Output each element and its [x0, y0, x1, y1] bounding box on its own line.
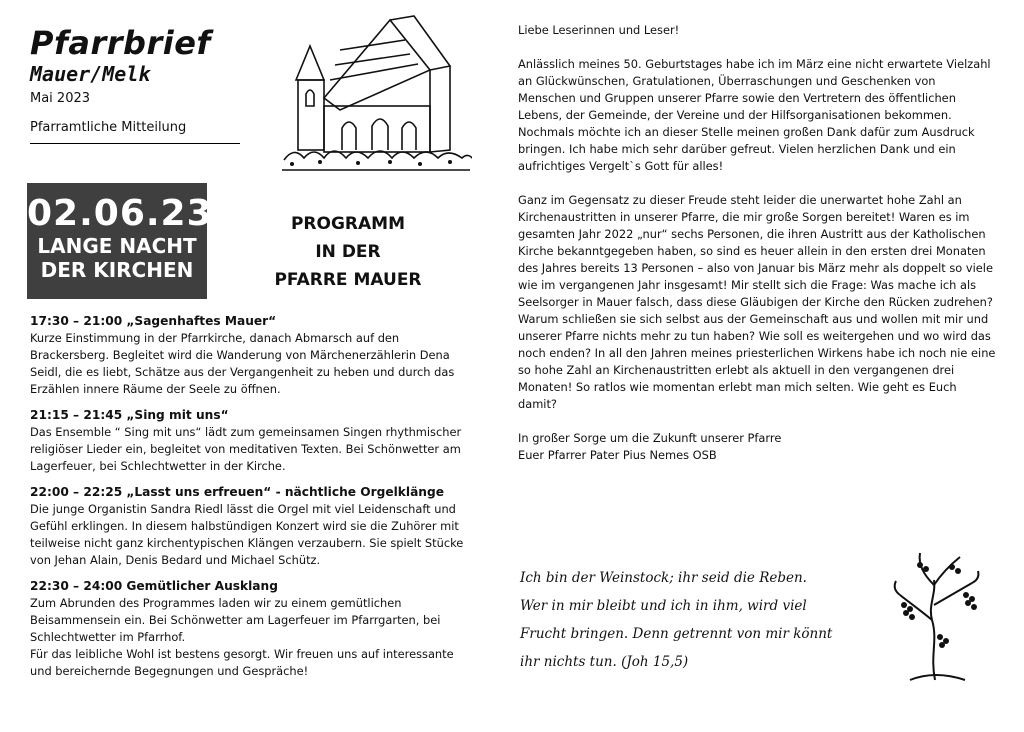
- event-heading: 17:30 – 21:00 „Sagenhaftes Mauer“: [30, 314, 277, 328]
- header-divider: [30, 143, 240, 144]
- program-event: [30, 484, 475, 569]
- church-illustration-icon: [280, 10, 472, 172]
- program-heading-line-1: PROGRAMM: [290, 214, 406, 234]
- event-description: Das Ensemble “ Sing mit uns“ lädt zum gemeinsamen Singen rhythmischer religiöser Lieder ein, begleitet von meditativen Texten. Bei Schönwetter am Lagerfeuer, bei Schlechtwetter in der Kirche.: [30, 425, 462, 473]
- letter-greeting: Liebe Leserinnen und Leser!: [518, 23, 680, 37]
- event-name-line-2: DER KIRCHEN: [40, 258, 194, 282]
- program-events: [30, 313, 475, 689]
- event-heading: 22:30 – 24:00 Gemütlicher Ausklang: [30, 579, 278, 593]
- event-heading: 22:00 – 22:25 „Lasst uns erfreuen“ - nächtliche Orgelklänge: [30, 485, 444, 499]
- vine-tree-icon: [880, 545, 990, 685]
- verse-line: Ich bin der Weinstock; ihr seid die Reben.: [520, 570, 807, 586]
- bulletin-subtitle: Mauer/Melk: [30, 62, 151, 86]
- letter-paragraph-2: Ganz im Gegensatz zu dieser Freude steht leider die unerwartet hohe Zahl an Kirchenaustritten in unserer Pfarre, die mir große Sorgen bereitet! Waren es im gesamten Jahr 2022 „nur“ sechs Personen, die ihren Austritt aus der Katholischen Kirche bekanntgegeben haben, so sind es heuer allein in den ersten drei Monaten des Jahres bereits 13 Personen – also von Januar bis März mehr als doppelt so viele wie im vergangenen Jahr insgesamt! Mir stellt sich die Frage: Was mache ich als Seelsorger in Mauer falsch, dass diese Gläubigen der Kirche den Rücken zudrehen? Warum schließen sie sich selbst aus der Gemeinschaft aus und wollen mit mir und unserer Pfarre nichts mehr zu tun haben? Wie soll es weitergehen und wo wird das noch enden? In all den Jahren meines priesterlichen Wirkens habe ich noch nie eine so hohe Zahl an Kirchenaustritten erlebt als aktuell in den vergangenen drei Monaten! So ratlos wie momentan erlebt man mich selten. Wie geht es Euch damit?: [518, 193, 996, 411]
- program-heading-line-3: PFARRE MAUER: [274, 270, 422, 290]
- verse-line: ihr nichts tun. (Joh 15,5): [520, 654, 689, 670]
- verse-line: Wer in mir bleibt und ich in ihm, wird viel: [520, 598, 807, 614]
- program-heading-line-2: IN DER: [315, 242, 381, 262]
- program-event: [30, 407, 475, 475]
- pastor-letter: [518, 22, 996, 481]
- event-description: Zum Abrunden des Programmes laden wir zu einem gemütlichen Beisammensein ein. Bei Schönwetter am Lagerfeuer im Pfarrgarten, bei Schlechtwetter im Pfarrhof.: [30, 596, 441, 644]
- event-date: 02.06.23: [27, 193, 213, 234]
- event-date-badge: [27, 183, 213, 299]
- event-description-extra: Für das leibliche Wohl ist bestens gesorgt. Wir freuen uns auf interessante und bereichernde Begegnungen und Gespräche!: [30, 647, 454, 678]
- program-event: [30, 313, 475, 398]
- letter-closing: In großer Sorge um die Zukunft unserer Pfarre: [518, 431, 782, 445]
- letter-paragraph-1: Anlässlich meines 50. Geburtstages habe ich im März eine nicht erwartete Vielzahl an Glückwünschen, Gratulationen, Überraschungen und Geschenken von Menschen und Gruppen unserer Pfarre sowie den Vertretern des öffentlichen Lebens, der Gemeinde, der Vereine und der Hilfsorganisationen bekommen. Nochmals möchte ich an dieser Stelle meinen großen Dank dafür zum Ausdruck bringen. Ich habe mich sehr darüber gefreut. Vielen herzlichen Dank und ein aufrichtiges Vergelt`s Gott für alles!: [518, 57, 991, 173]
- program-event: [30, 578, 475, 680]
- bible-verse: [520, 564, 880, 676]
- official-notice-label: Pfarramtliche Mitteilung: [30, 120, 187, 135]
- program-heading: [258, 210, 438, 294]
- issue-date: Mai 2023: [30, 91, 91, 106]
- letter-signature: Euer Pfarrer Pater Pius Nemes OSB: [518, 448, 717, 462]
- event-name-line-1: LANGE NACHT: [37, 234, 197, 258]
- event-heading: 21:15 – 21:45 „Sing mit uns“: [30, 408, 229, 422]
- bulletin-title: Pfarrbrief: [30, 24, 211, 62]
- event-description: Kurze Einstimmung in der Pfarrkirche, danach Abmarsch auf den Brackersberg. Begleitet wird die Wanderung von Märchenerzählerin Dena Seidl, die es liebt, Schätze aus der Vergangenheit zu heben und durch das Erzählen innere Räume der Seele zu öffnen.: [30, 331, 455, 396]
- verse-line: Frucht bringen. Denn getrennt von mir könnt: [520, 626, 833, 642]
- event-description: Die junge Organistin Sandra Riedl lässt die Orgel mit viel Leidenschaft und Gefühl erklingen. In diesem halbstündigen Konzert wird sie die Zuhörer mit teilweise nicht ganz kirchentypischen Klängen verzaubern. Sie spielt Stücke von Jehan Alain, Denis Bedard und Michael Schütz.: [30, 502, 464, 567]
